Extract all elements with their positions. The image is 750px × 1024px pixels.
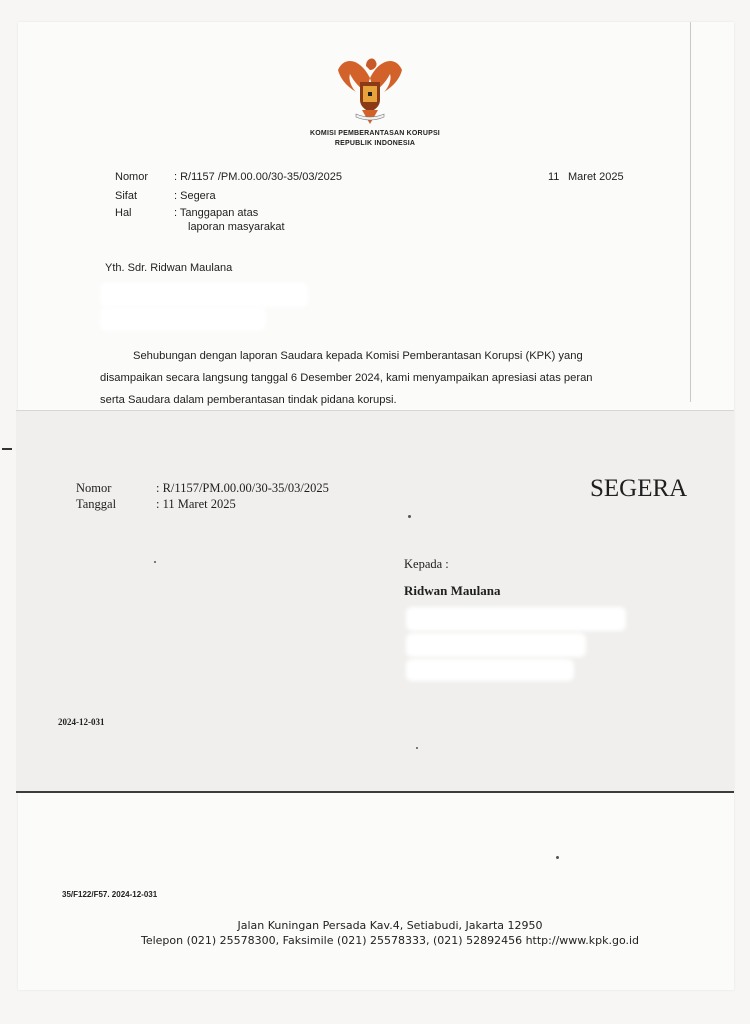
env-redacted-3: [406, 659, 574, 681]
scan-speck: [408, 515, 411, 518]
env-nomor-value: : R/1157/PM.00.00/30-35/03/2025: [156, 481, 329, 495]
env-kepada: Kepada :: [404, 557, 449, 571]
sifat-value: : Segera: [174, 190, 216, 202]
envelope: [16, 410, 734, 793]
body-line-2: disampaikan secara langsung tanggal 6 Desember 2024, kami menyampaikan apresiasi atas peran: [100, 372, 593, 384]
env-recipient-name: Ridwan Maulana: [404, 583, 501, 598]
letter-date: Maret 2025: [568, 171, 624, 183]
hal-value: : Tanggapan atas: [174, 207, 259, 219]
nomor-label: Nomor: [115, 171, 149, 183]
hal-value-line-2: laporan masyarakat: [188, 221, 285, 233]
env-tanggal-label: Tanggal: [76, 497, 117, 511]
urgent-stamp: SEGERA: [590, 475, 688, 502]
garuda-emblem-icon: [330, 48, 410, 126]
env-tanggal-value: : 11 Maret 2025: [156, 497, 236, 511]
scan-speck: [154, 561, 156, 563]
env-redacted-1: [406, 607, 626, 631]
body-line-1: Sehubungan dengan laporan Saudara kepada Komisi Pemberantasan Korupsi (KPK) yang: [133, 350, 583, 362]
letter-date-day: 11: [548, 171, 560, 183]
scan-speck: [556, 856, 559, 859]
redacted-address-1: [100, 283, 308, 307]
letterhead-line-2: REPUBLIK INDONESIA: [334, 140, 416, 147]
footer-contact: Telepon (021) 25578300, Faksimile (021) 25578333, (021) 52892456 http://www.kpk.go.id: [140, 934, 640, 947]
redacted-address-2: [100, 307, 266, 331]
footer-address: Jalan Kuningan Persada Kav.4, Setiabudi, Jakarta 12950: [237, 919, 543, 932]
env-redacted-2: [406, 633, 586, 657]
recipient-line: Yth. Sdr. Ridwan Maulana: [105, 262, 233, 274]
env-nomor-label: Nomor: [76, 481, 112, 495]
nomor-value: : R/1157 /PM.00.00/30-35/03/2025: [174, 171, 342, 183]
footer-ref: 35/F122/F57. 2024-12-031: [62, 890, 158, 899]
scan-mark: [2, 448, 12, 450]
letterhead-line-1: KOMISI PEMBERANTASAN KORUPSI: [310, 130, 440, 137]
sifat-label: Sifat: [115, 190, 138, 202]
env-code: 2024-12-031: [58, 717, 105, 727]
fold-line: [690, 22, 691, 402]
body-line-3: serta Saudara dalam pemberantasan tindak pidana korupsi.: [100, 394, 397, 406]
scan-speck: [416, 747, 418, 749]
hal-label: Hal: [115, 207, 132, 219]
